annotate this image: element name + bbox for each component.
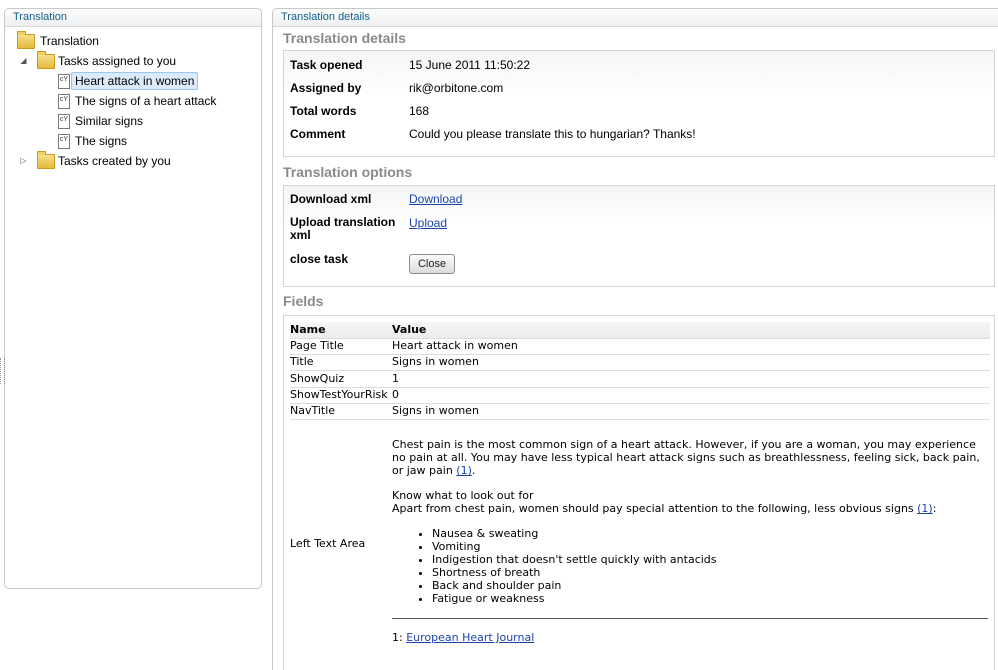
paragraph-text: Apart from chest pain, women should pay special attention to the following, less obvious signs [392,502,914,515]
list-item: • Back and shoulder pain [432,579,988,592]
tree-label: Heart attack in women [71,72,198,90]
task-opened-label: Task opened [290,58,363,72]
fields-table [283,315,995,670]
upload-link[interactable]: Upload [409,216,448,230]
list-item: • Vomiting [432,540,988,553]
document-icon: cY [58,114,70,129]
reference-link[interactable]: (1) [456,464,472,477]
total-words-value: 168 [409,104,430,118]
field-name: ShowQuiz [290,372,345,385]
assigned-by-value: rik@orbitone.com [409,81,504,95]
table-row [290,387,990,404]
field-name: NavTitle [290,404,336,417]
left-text-area-content [392,438,988,644]
tree-label: Similar signs [75,114,144,128]
field-name: ShowTestYourRisk [290,388,388,401]
tree-node-translation[interactable] [15,32,215,50]
list-item: • Shortness of breath [432,566,988,579]
panel-header: Translation [5,9,261,27]
left-text-area-label: Left Text Area [290,537,366,550]
tree-node-tasks-created[interactable] [19,152,239,170]
upload-translation-label: Upload translation xml [290,215,396,242]
punctuation: . [471,464,476,477]
folder-icon [37,154,55,169]
close-task-label: close task [290,252,349,266]
tree-label: The signs of a heart attack [75,94,217,108]
table-row [290,403,990,420]
options-box [283,185,995,287]
tree-item-the-signs[interactable] [57,132,257,150]
expand-arrow-icon[interactable]: ▷ [20,156,27,165]
tree-item-similar-signs[interactable] [57,112,257,130]
footnote [392,631,988,644]
footnote-link[interactable]: European Heart Journal [406,631,535,644]
task-opened-value: 15 June 2011 11:50:22 [409,58,530,72]
table-row [290,354,990,371]
folder-icon [17,34,35,49]
tree-node-tasks-assigned[interactable] [19,52,239,70]
details-box [283,50,995,157]
field-value: 0 [392,388,399,401]
field-value: Signs in women [392,355,479,368]
comment-label: Comment [290,127,346,141]
field-name: Title [290,355,314,368]
tree-label: The signs [75,134,128,148]
tree-item-heart-attack-in-women[interactable] [57,72,257,90]
field-value: 1 [392,372,399,385]
divider [392,618,988,619]
column-header-value: Value [392,323,427,336]
table-row [290,371,990,388]
assigned-by-label: Assigned by [290,81,362,95]
document-icon: cY [58,94,70,109]
download-xml-label: Download xml [290,192,372,206]
comment-value: Could you please translate this to hungarian? Thanks! [409,127,696,141]
document-icon: cY [58,74,70,89]
details-section-title: Translation details [283,30,406,46]
document-icon: cY [58,134,70,149]
paragraph [392,438,988,477]
table-row [290,338,990,355]
splitter-handle[interactable] [0,358,5,384]
options-section-title: Translation options [283,164,413,180]
download-link[interactable]: Download [409,192,463,206]
list-item: • Nausea & sweating [432,527,988,540]
folder-icon [37,54,55,69]
signs-list [392,527,988,605]
list-item: • Indigestion that doesn't settle quickly with antacids [432,553,988,566]
total-words-label: Total words [290,104,357,118]
reference-link[interactable]: (1) [917,502,933,515]
field-name: Page Title [290,339,344,352]
subheading: Know what to look out for [392,489,534,502]
column-header-name: Name [290,323,326,336]
tree-item-signs-of-heart-attack[interactable] [57,92,257,110]
tree-label: Tasks created by you [58,154,171,168]
translation-tree-panel [4,8,262,589]
translation-details-panel [272,8,998,670]
field-value: Heart attack in women [392,339,518,352]
field-value: Signs in women [392,404,479,417]
tree-label: Tasks assigned to you [58,54,177,68]
collapse-arrow-icon[interactable]: ◢ [20,56,27,65]
table-header [290,322,990,339]
close-button[interactable]: Close [409,254,455,274]
paragraph-text: Chest pain is the most common sign of a heart attack. However, if you are a woman, you may experience no pain at all. You may have less typical heart attack signs such as breathlessness, feeling sick, back pain, or jaw pain [392,438,980,477]
list-item: • Fatigue or weakness [432,592,988,605]
panel-header: Translation details [273,9,998,27]
footnote-number: 1: [392,631,403,644]
punctuation: : [932,502,937,515]
paragraph [392,502,988,515]
tree-label: Translation [40,34,99,48]
fields-section-title: Fields [283,293,324,309]
